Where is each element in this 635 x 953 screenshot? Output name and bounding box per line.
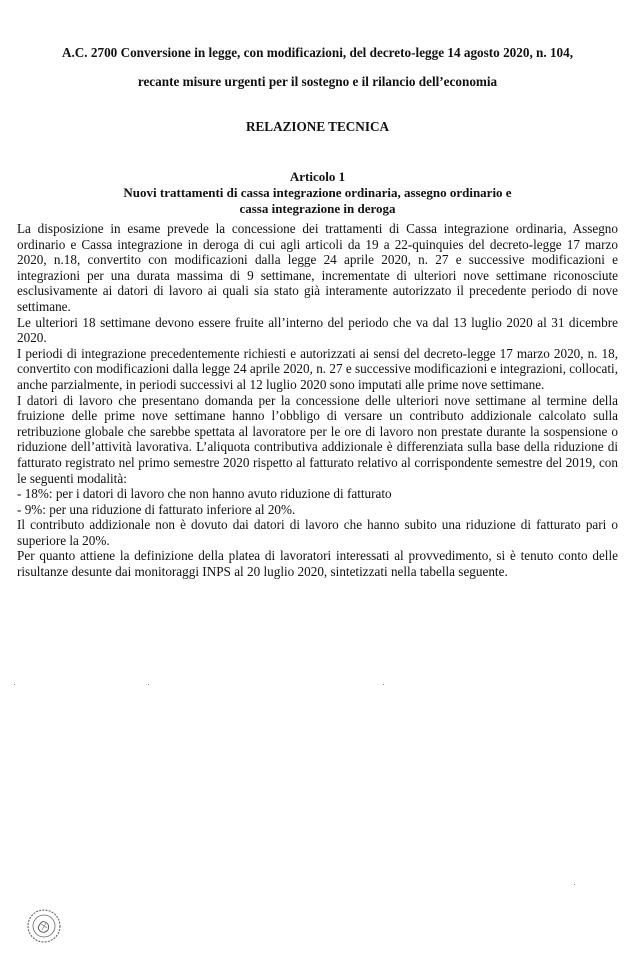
paragraph-1: La disposizione in esame prevede la concessione dei trattamenti di Cassa integrazione ordinaria, Assegno ordinario e Cassa integrazione in deroga di cui agli articoli da 19 a 22-quinquies del decreto-legge 17 marzo 2020, n.18, convertito con modificazioni dalla legge 24 aprile 2020, n. 27 e successive modificazioni e integrazioni per una durata massima di 9 settimane, incrementate di ulteriori nove settimane riconosciute esclusivamente ai datori di lavoro ai quali sia stato già interamente autorizzato il precedente periodo di nove settimane. xyxy=(17,221,618,314)
paragraph-6: Per quanto attiene la definizione della platea di lavoratori interessati al provvedimento, si è tenuto conto delle risultanze desunte dai monitoraggi INPS al 20 luglio 2020, sintetizzati nella tabella seguente. xyxy=(17,548,618,580)
paragraph-5: Il contributo addizionale non è dovuto dai datori di lavoro che hanno subito una riduzione di fatturato pari o superiore la 20%. xyxy=(17,517,618,548)
paragraph-2: Le ulteriori 18 settimane devono essere fruite all’interno del periodo che va dal 13 luglio 2020 al 31 dicembre 2020. xyxy=(17,314,618,346)
paragraph-4: I datori di lavoro che presentano domanda per la concessione delle ulteriori nove settimane al termine della fruizione delle prime nove settimane hanno l’obbligo di versare un contributo addizionale calcolato sulla retribuzione globale che sarebbe spettata al lavoratore per le ore di lavoro non prestate durante la sospensione o riduzione dell’attività lavorativa. L’aliquota contributiva addizionale è differenziata sulla base della riduzione di fatturato registrato nel primo semestre 2020 rispetto al fatturato relativo al corrispondente semestre del 2019, con le seguenti modalità: xyxy=(17,392,618,486)
section-title: RELAZIONE TECNICA xyxy=(245,119,390,134)
header-line-1: A.C. 2700 Conversione in legge, con modificazioni, del decreto-legge 14 agosto 2020, n. 104, xyxy=(61,45,574,60)
list-item-9-percent: - 9%: per una riduzione di fatturato inferiore al 20%. xyxy=(17,501,296,517)
scan-speck xyxy=(148,684,149,685)
list-item-18-percent: - 18%: per i datori di lavoro che non hanno avuto riduzione di fatturato xyxy=(17,486,392,502)
article-title-line-2: cassa integrazione in deroga xyxy=(239,201,396,216)
scan-speck xyxy=(574,884,575,885)
official-seal-icon xyxy=(26,908,62,944)
scan-speck xyxy=(14,684,15,685)
article-heading xyxy=(20,169,615,217)
header-line-2: recante misure urgenti per il sostegno e il rilancio dell’economia xyxy=(137,74,498,89)
scan-speck xyxy=(383,684,384,685)
article-number: Articolo 1 xyxy=(289,169,346,184)
document-header xyxy=(20,38,615,96)
paragraph-3: I periodi di integrazione precedentemente richiesti e autorizzati ai sensi del decreto-legge 17 marzo 2020, n. 18, convertito con modificazioni dalla legge 24 aprile 2020, n. 27 e successive modificazioni e integrazioni, collocati, anche parzialmente, in periodi successivi al 12 luglio 2020 sono imputati alle prime nove settimane. xyxy=(17,345,618,392)
body-text xyxy=(17,221,618,580)
article-title-line-1: Nuovi trattamenti di cassa integrazione ordinaria, assegno ordinario e xyxy=(123,185,512,200)
